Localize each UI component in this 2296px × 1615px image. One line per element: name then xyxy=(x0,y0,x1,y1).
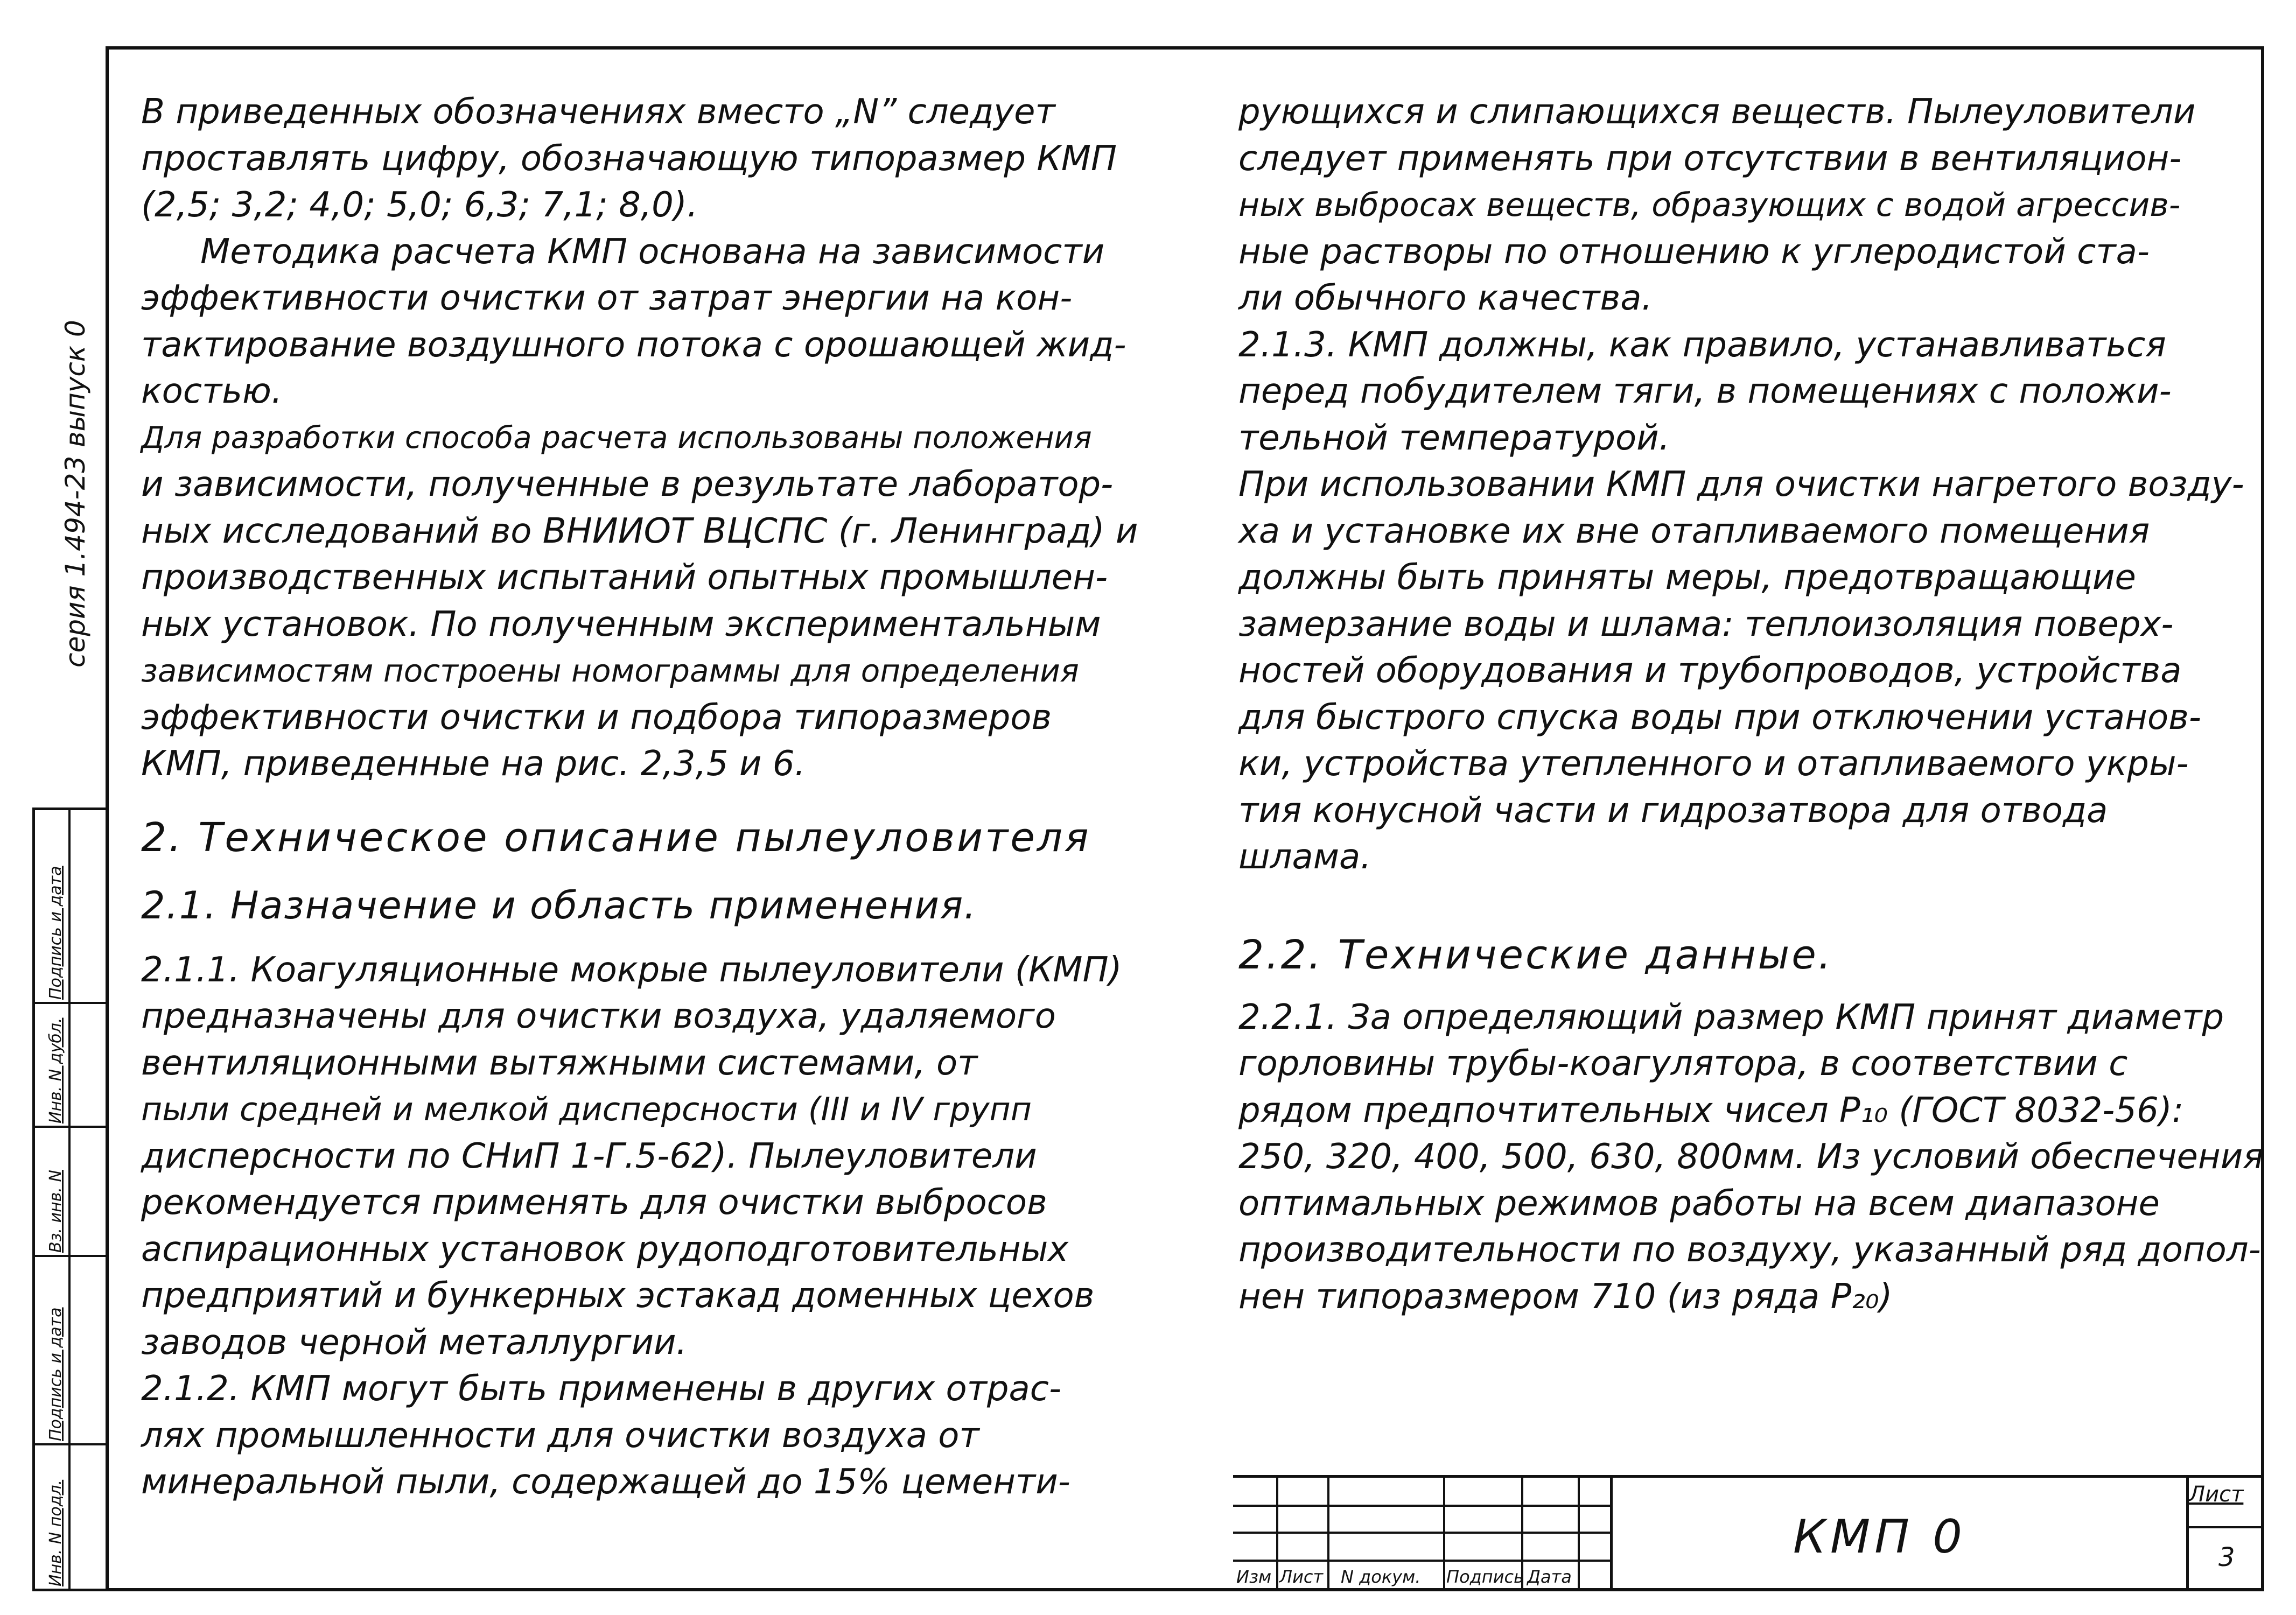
text-line: предназначены для очистки воздуха, удаляемого xyxy=(141,996,1056,1036)
sheet-col-label: Лист xyxy=(1279,1567,1324,1587)
document-code: КМП 0 xyxy=(1793,1510,1966,1564)
text-line: тактирование воздушного потока с орошающей жид- xyxy=(141,325,1126,365)
approval-cell xyxy=(35,1128,108,1257)
subsection-heading: 2.2. Технические данные. xyxy=(1238,931,1833,978)
date-label: Дата xyxy=(1527,1567,1572,1587)
text-line: производственных испытаний опытных промышлен- xyxy=(141,558,1108,598)
text-line: рующихся и слипающихся веществ. Пылеуловители xyxy=(1238,92,2196,132)
approval-strip xyxy=(32,808,108,1591)
text-line: шлама. xyxy=(1238,837,1371,877)
text-line: замерзание воды и шлама: теплоизоляция поверх- xyxy=(1238,604,2174,644)
text-line: ных исследований во ВНИИОТ ВЦСПС (г. Ленинград) и xyxy=(141,511,1138,551)
text-line: и зависимости, полученные в результате лаборатор- xyxy=(141,465,1114,504)
text-line: заводов черной металлургии. xyxy=(141,1322,687,1363)
text-line: Методика расчета КМП основана на зависимости xyxy=(200,231,1105,272)
text-line: следует применять при отсутствии в вентиляцион- xyxy=(1238,138,2182,179)
text-line: должны быть приняты меры, предотвращающие xyxy=(1238,558,2136,598)
text-line: аспирационных установок рудоподготовительных xyxy=(141,1229,1069,1269)
approval-cell xyxy=(35,1445,108,1589)
text-line: оптимальных режимов работы на всем диапазоне xyxy=(1238,1183,2160,1224)
text-line: горловины трубы-коагулятора, в соответствии с xyxy=(1238,1044,2128,1084)
text-line: рядом предпочтительных чисел Р₁₀ (ГОСТ 8032-56): xyxy=(1238,1090,2184,1130)
text-line: КМП, приведенные на рис. 2,3,5 и 6. xyxy=(141,744,806,784)
text-line: производительности по воздуху, указанный ряд допол- xyxy=(1238,1230,2261,1270)
text-line: пыли средней и мелкой дисперсности (III и IV групп xyxy=(141,1091,1032,1128)
signature-label: Подпись xyxy=(1446,1567,1524,1587)
text-line: рекомендуется применять для очистки выбросов xyxy=(141,1183,1047,1223)
text-line: ных выбросах веществ, образующих с водой агрессив- xyxy=(1238,186,2181,224)
text-line: для быстрого спуска воды при отключении установ- xyxy=(1238,697,2201,738)
text-line: 2.1.3. КМП должны, как правило, устанавливаться xyxy=(1238,325,2166,365)
text-line: ные растворы по отношению к углеродистой ста- xyxy=(1238,231,2150,272)
subsection-heading: 2.1. Назначение и область применения. xyxy=(141,883,977,928)
series-strip xyxy=(32,75,97,668)
text-line: (2,5; 3,2; 4,0; 5,0; 6,3; 7,1; 8,0). xyxy=(141,185,698,225)
document-number-label: N докум. xyxy=(1341,1567,1421,1587)
text-line: лях промышленности для очистки воздуха от xyxy=(141,1415,979,1456)
text-line: Для разработки способа расчета использованы положения xyxy=(141,420,1092,455)
text-line: 2.1.1. Коагуляционные мокрые пылеуловители (КМП) xyxy=(141,950,1122,990)
approval-label: Инв. N подл. xyxy=(46,1479,65,1586)
text-line: ностей оборудования и трубопроводов, устройства xyxy=(1238,651,2182,691)
approval-label: Подпись и дата xyxy=(46,866,65,1000)
text-line: В приведенных обозначениях вместо „N” следует xyxy=(141,92,1055,132)
text-line: 2.1.2. КМП могут быть применены в других отрас- xyxy=(141,1369,1062,1409)
text-line: проставлять цифру, обозначающую типоразмер КМП xyxy=(141,138,1117,179)
sheet-label: Лист xyxy=(2189,1482,2244,1507)
left-text-column xyxy=(141,89,1138,1506)
text-line: костью. xyxy=(141,371,283,411)
text-line: ных установок. По полученным экспериментальным xyxy=(141,604,1101,644)
text-line: эффективности очистки и подбора типоразмеров xyxy=(141,697,1052,738)
text-line: При использовании КМП для очистки нагретого возду- xyxy=(1238,465,2244,504)
approval-label: Инв. N дубл. xyxy=(46,1017,65,1124)
text-line: вентиляционными вытяжными системами, от xyxy=(141,1043,978,1083)
text-line: тия конусной части и гидрозатвора для отвода xyxy=(1238,790,2108,831)
section-heading: 2. Техническое описание пылеуловителя xyxy=(141,814,1091,861)
approval-label: Вз. инв. N xyxy=(46,1170,65,1253)
text-line: 250, 320, 400, 500, 630, 800мм. Из условий обеспечения xyxy=(1238,1137,2264,1177)
text-line: эффективности очистки от затрат энергии на кон- xyxy=(141,278,1073,318)
approval-label: Подпись и дата xyxy=(46,1307,65,1441)
text-line: перед побудителем тяги, в помещениях с положи- xyxy=(1238,371,2172,411)
title-block xyxy=(1233,1475,2264,1591)
text-line: нен типоразмером 710 (из ряда Р₂₀) xyxy=(1238,1276,1893,1317)
approval-cell xyxy=(35,1257,108,1445)
text-line: предприятий и бункерных эстакад доменных цехов xyxy=(141,1276,1095,1316)
text-line: ли обычного качества. xyxy=(1238,278,1653,318)
series-label: серия 1.494-23 выпуск 0 xyxy=(60,320,91,668)
text-line: 2.2.1. За определяющий размер КМП принят диаметр xyxy=(1238,997,2224,1037)
sheet-number: 3 xyxy=(2218,1542,2235,1572)
approval-cell xyxy=(35,810,108,1004)
text-line: зависимостям построены номограммы для определения xyxy=(141,652,1079,689)
revision-label: Изм xyxy=(1236,1567,1272,1587)
text-line: дисперсности по СНиП 1-Г.5-62). Пылеуловители xyxy=(141,1136,1037,1176)
text-line: минеральной пыли, содержащей до 15% цементи- xyxy=(141,1462,1070,1502)
text-line: ки, устройства утепленного и отапливаемого укры- xyxy=(1238,744,2189,784)
right-text-column xyxy=(1238,89,2264,1320)
text-line: ха и установке их вне отапливаемого помещения xyxy=(1238,511,2150,551)
approval-cell xyxy=(35,1004,108,1128)
text-line: тельной температурой. xyxy=(1238,418,1670,458)
